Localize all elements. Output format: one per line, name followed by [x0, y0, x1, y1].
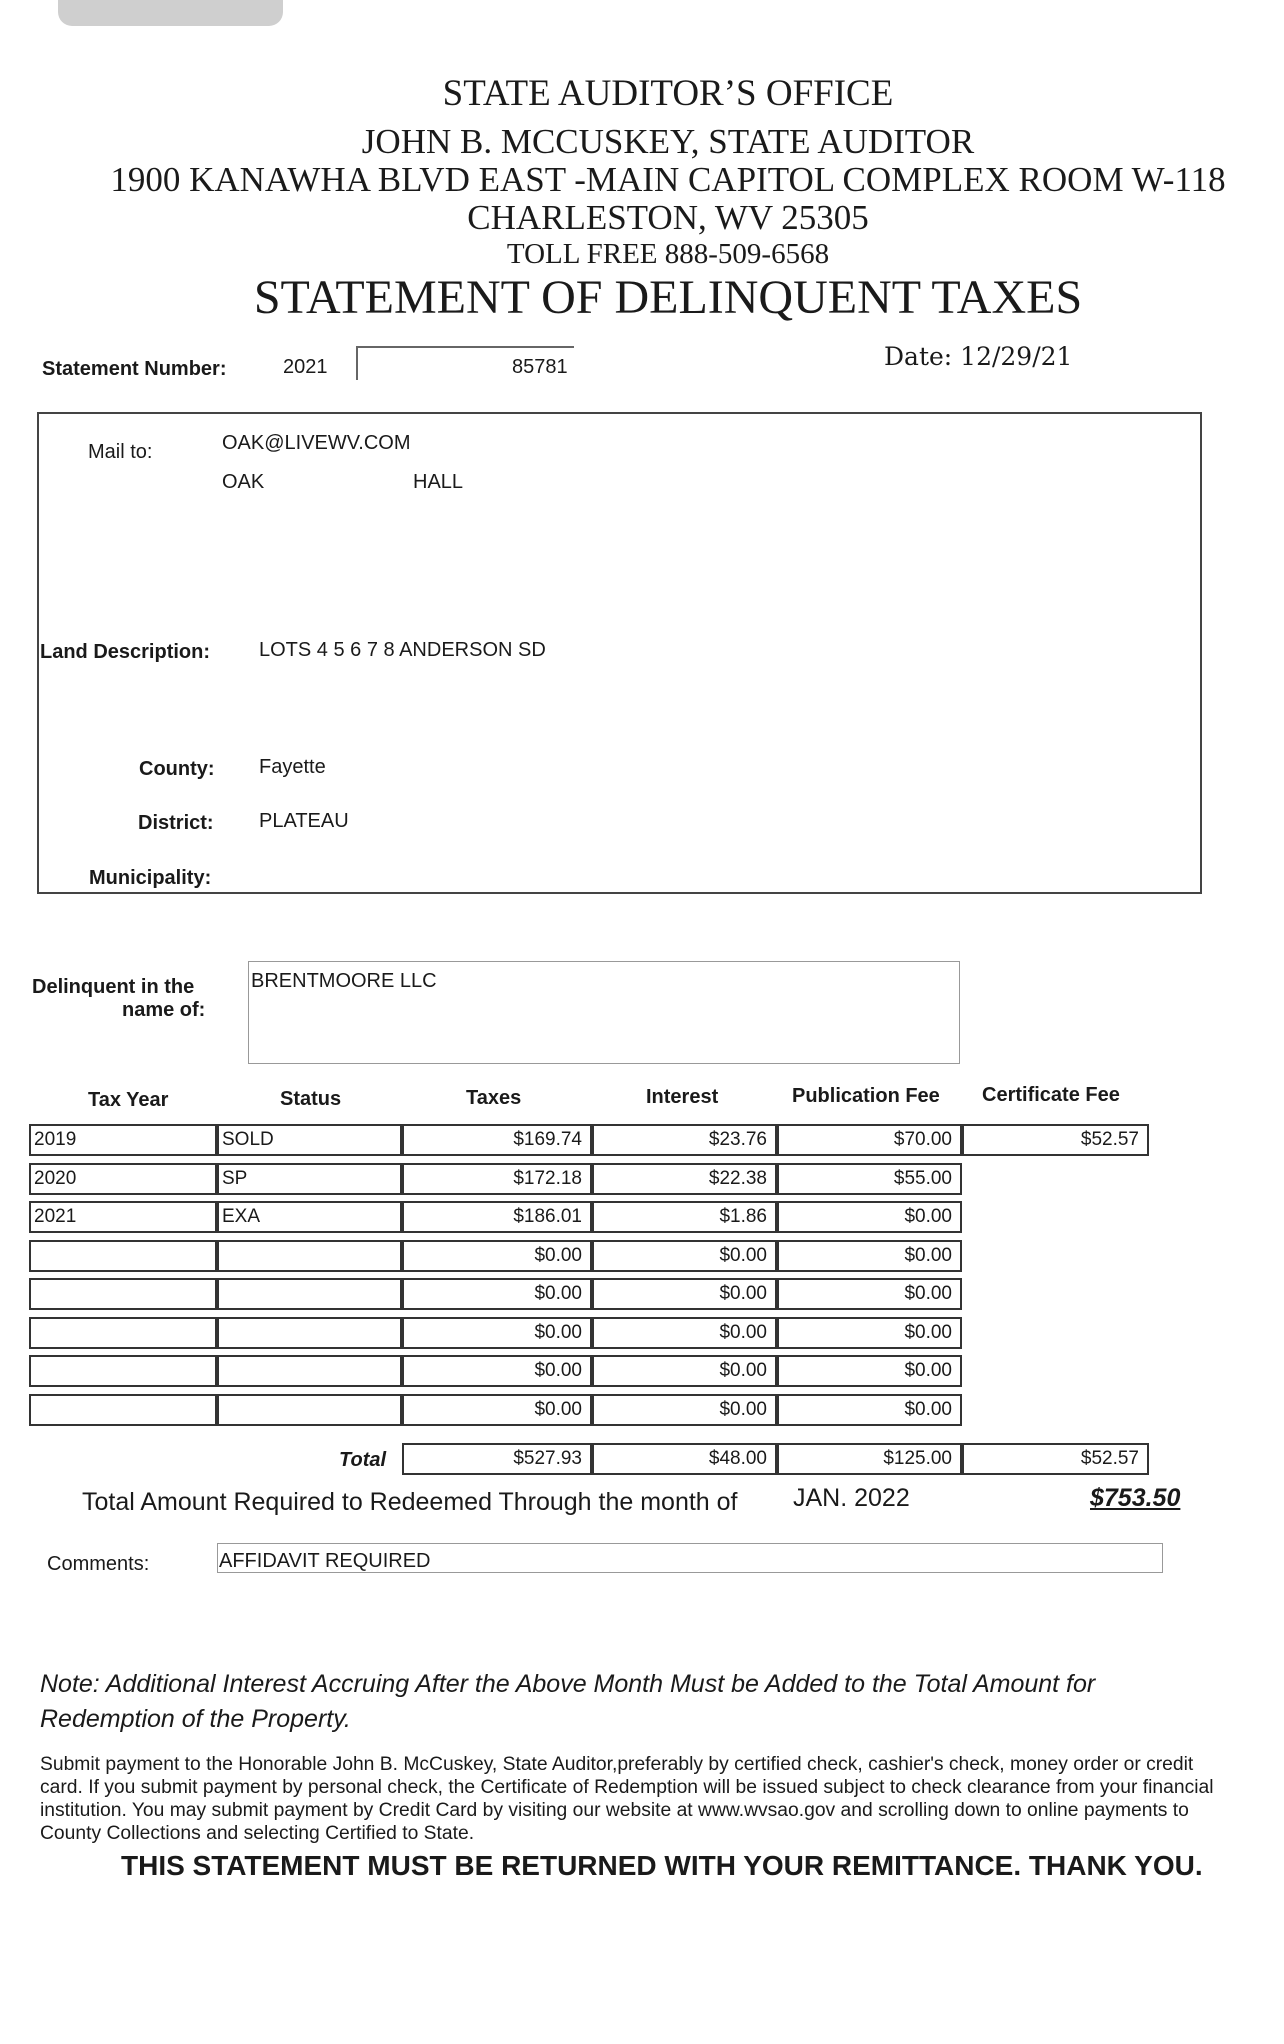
municipality-label: Municipality: [89, 867, 212, 889]
redeem-text: Total Amount Required to Redeemed Through the month of [82, 1488, 738, 1516]
publication-fee-cell: $70.00 [777, 1124, 962, 1156]
publication-fee-cell: $55.00 [777, 1163, 962, 1195]
document-title: STATEMENT OF DELINQUENT TAXES [253, 271, 1083, 324]
tax-year-cell [29, 1317, 217, 1349]
taxes-cell: $0.00 [402, 1317, 592, 1349]
interest-cell: $1.86 [592, 1201, 777, 1233]
status-cell [217, 1394, 402, 1426]
mail-first-name: OAK [222, 471, 265, 493]
publication-fee-cell: $0.00 [777, 1240, 962, 1272]
interest-cell: $0.00 [592, 1278, 777, 1310]
county-label: County: [139, 758, 215, 780]
status-cell: SP [217, 1163, 402, 1195]
date-label: Date: [884, 342, 953, 371]
county-value: Fayette [259, 756, 326, 778]
interest-cell: $0.00 [592, 1240, 777, 1272]
interest-cell: $0.00 [592, 1355, 777, 1387]
total-amount-due: $753.50 [1090, 1484, 1181, 1512]
toll-free-number: TOLL FREE 888-509-6568 [506, 238, 830, 270]
land-description-label: Land Description: [40, 641, 211, 663]
delinquent-name-label-line2: name of: [122, 999, 206, 1021]
taxes-cell: $0.00 [402, 1240, 592, 1272]
interest-note: Note: Additional Interest Accruing After the Above Month Must be Added to the Total Amount for Redemption of the Property. [40, 1670, 1096, 1733]
interest-cell: $0.00 [592, 1394, 777, 1426]
office-address-line1: 1900 KANAWHA BLVD EAST -MAIN CAPITOL COMPLEX ROOM W-118 [110, 160, 1226, 199]
delinquent-name-label-line1: Delinquent in the [32, 976, 195, 998]
comments-value: AFFIDAVIT REQUIRED [219, 1550, 431, 1572]
certificate-fee-cell: $52.57 [962, 1124, 1149, 1156]
col-header-taxes: Taxes [466, 1087, 522, 1109]
office-name: STATE AUDITOR’S OFFICE [442, 73, 894, 114]
publication-fee-cell: $0.00 [777, 1278, 962, 1310]
total-publication-fee: $125.00 [777, 1443, 962, 1475]
top-status-pill [58, 0, 283, 26]
status-cell [217, 1355, 402, 1387]
redeem-month: JAN. 2022 [793, 1484, 910, 1512]
return-remittance-notice: THIS STATEMENT MUST BE RETURNED WITH YOUR REMITTANCE. THANK YOU. [121, 1850, 1203, 1881]
status-cell [217, 1278, 402, 1310]
mail-email: OAK@LIVEWV.COM [222, 432, 411, 454]
col-header-tax-year: Tax Year [88, 1089, 169, 1111]
total-taxes: $527.93 [402, 1443, 592, 1475]
tax-year-cell: 2021 [29, 1201, 217, 1233]
taxes-cell: $169.74 [402, 1124, 592, 1156]
tax-year-cell [29, 1240, 217, 1272]
tax-year-cell: 2020 [29, 1163, 217, 1195]
tax-year-cell [29, 1355, 217, 1387]
taxes-cell: $0.00 [402, 1278, 592, 1310]
col-header-status: Status [280, 1088, 342, 1110]
statement-number: 85781 [512, 356, 568, 378]
statement-number-label: Statement Number: [42, 358, 227, 380]
publication-fee-cell: $0.00 [777, 1201, 962, 1233]
mail-last-name: HALL [413, 471, 464, 493]
statement-year: 2021 [283, 356, 328, 378]
comments-label: Comments: [47, 1553, 150, 1575]
total-interest: $48.00 [592, 1443, 777, 1475]
tax-year-cell: 2019 [29, 1124, 217, 1156]
auditor-name: JOHN B. MCCUSKEY, STATE AUDITOR [361, 122, 975, 161]
district-label: District: [138, 812, 214, 834]
status-cell [217, 1317, 402, 1349]
total-certificate-fee: $52.57 [962, 1443, 1149, 1475]
status-cell: EXA [217, 1201, 402, 1233]
taxes-cell: $0.00 [402, 1394, 592, 1426]
interest-cell: $22.38 [592, 1163, 777, 1195]
status-cell [217, 1240, 402, 1272]
date-value: 12/29/21 [960, 342, 1073, 371]
publication-fee-cell: $0.00 [777, 1394, 962, 1426]
taxes-cell: $186.01 [402, 1201, 592, 1233]
status-cell: SOLD [217, 1124, 402, 1156]
col-header-publication-fee: Publication Fee [792, 1085, 940, 1107]
mail-to-label: Mail to: [88, 441, 153, 463]
taxes-cell: $172.18 [402, 1163, 592, 1195]
statement-date [884, 342, 1072, 371]
publication-fee-cell: $0.00 [777, 1355, 962, 1387]
interest-cell: $0.00 [592, 1317, 777, 1349]
interest-cell: $23.76 [592, 1124, 777, 1156]
tax-year-cell [29, 1394, 217, 1426]
col-header-certificate-fee: Certificate Fee [982, 1084, 1120, 1106]
delinquent-name: BRENTMOORE LLC [251, 970, 437, 992]
payment-instructions: Submit payment to the Honorable John B. McCuskey, State Auditor,preferably by certified check, cashier's check, money order or credit card. If you submit payment by personal check, the Certificate of Redemption will be issued subject to check clearance from your financial institution. You may submit payment by Credit Card by visiting our website at www.wvsao.gov and scrolling down to online payments to County Collections and selecting Certified to State. [40, 1754, 1214, 1844]
taxes-cell: $0.00 [402, 1355, 592, 1387]
publication-fee-cell: $0.00 [777, 1317, 962, 1349]
tax-year-cell [29, 1278, 217, 1310]
total-label: Total [339, 1449, 387, 1471]
col-header-interest: Interest [646, 1086, 719, 1108]
office-address-line2: CHARLESTON, WV 25305 [467, 198, 869, 237]
land-description: LOTS 4 5 6 7 8 ANDERSON SD [259, 639, 546, 661]
district-value: PLATEAU [259, 810, 349, 832]
